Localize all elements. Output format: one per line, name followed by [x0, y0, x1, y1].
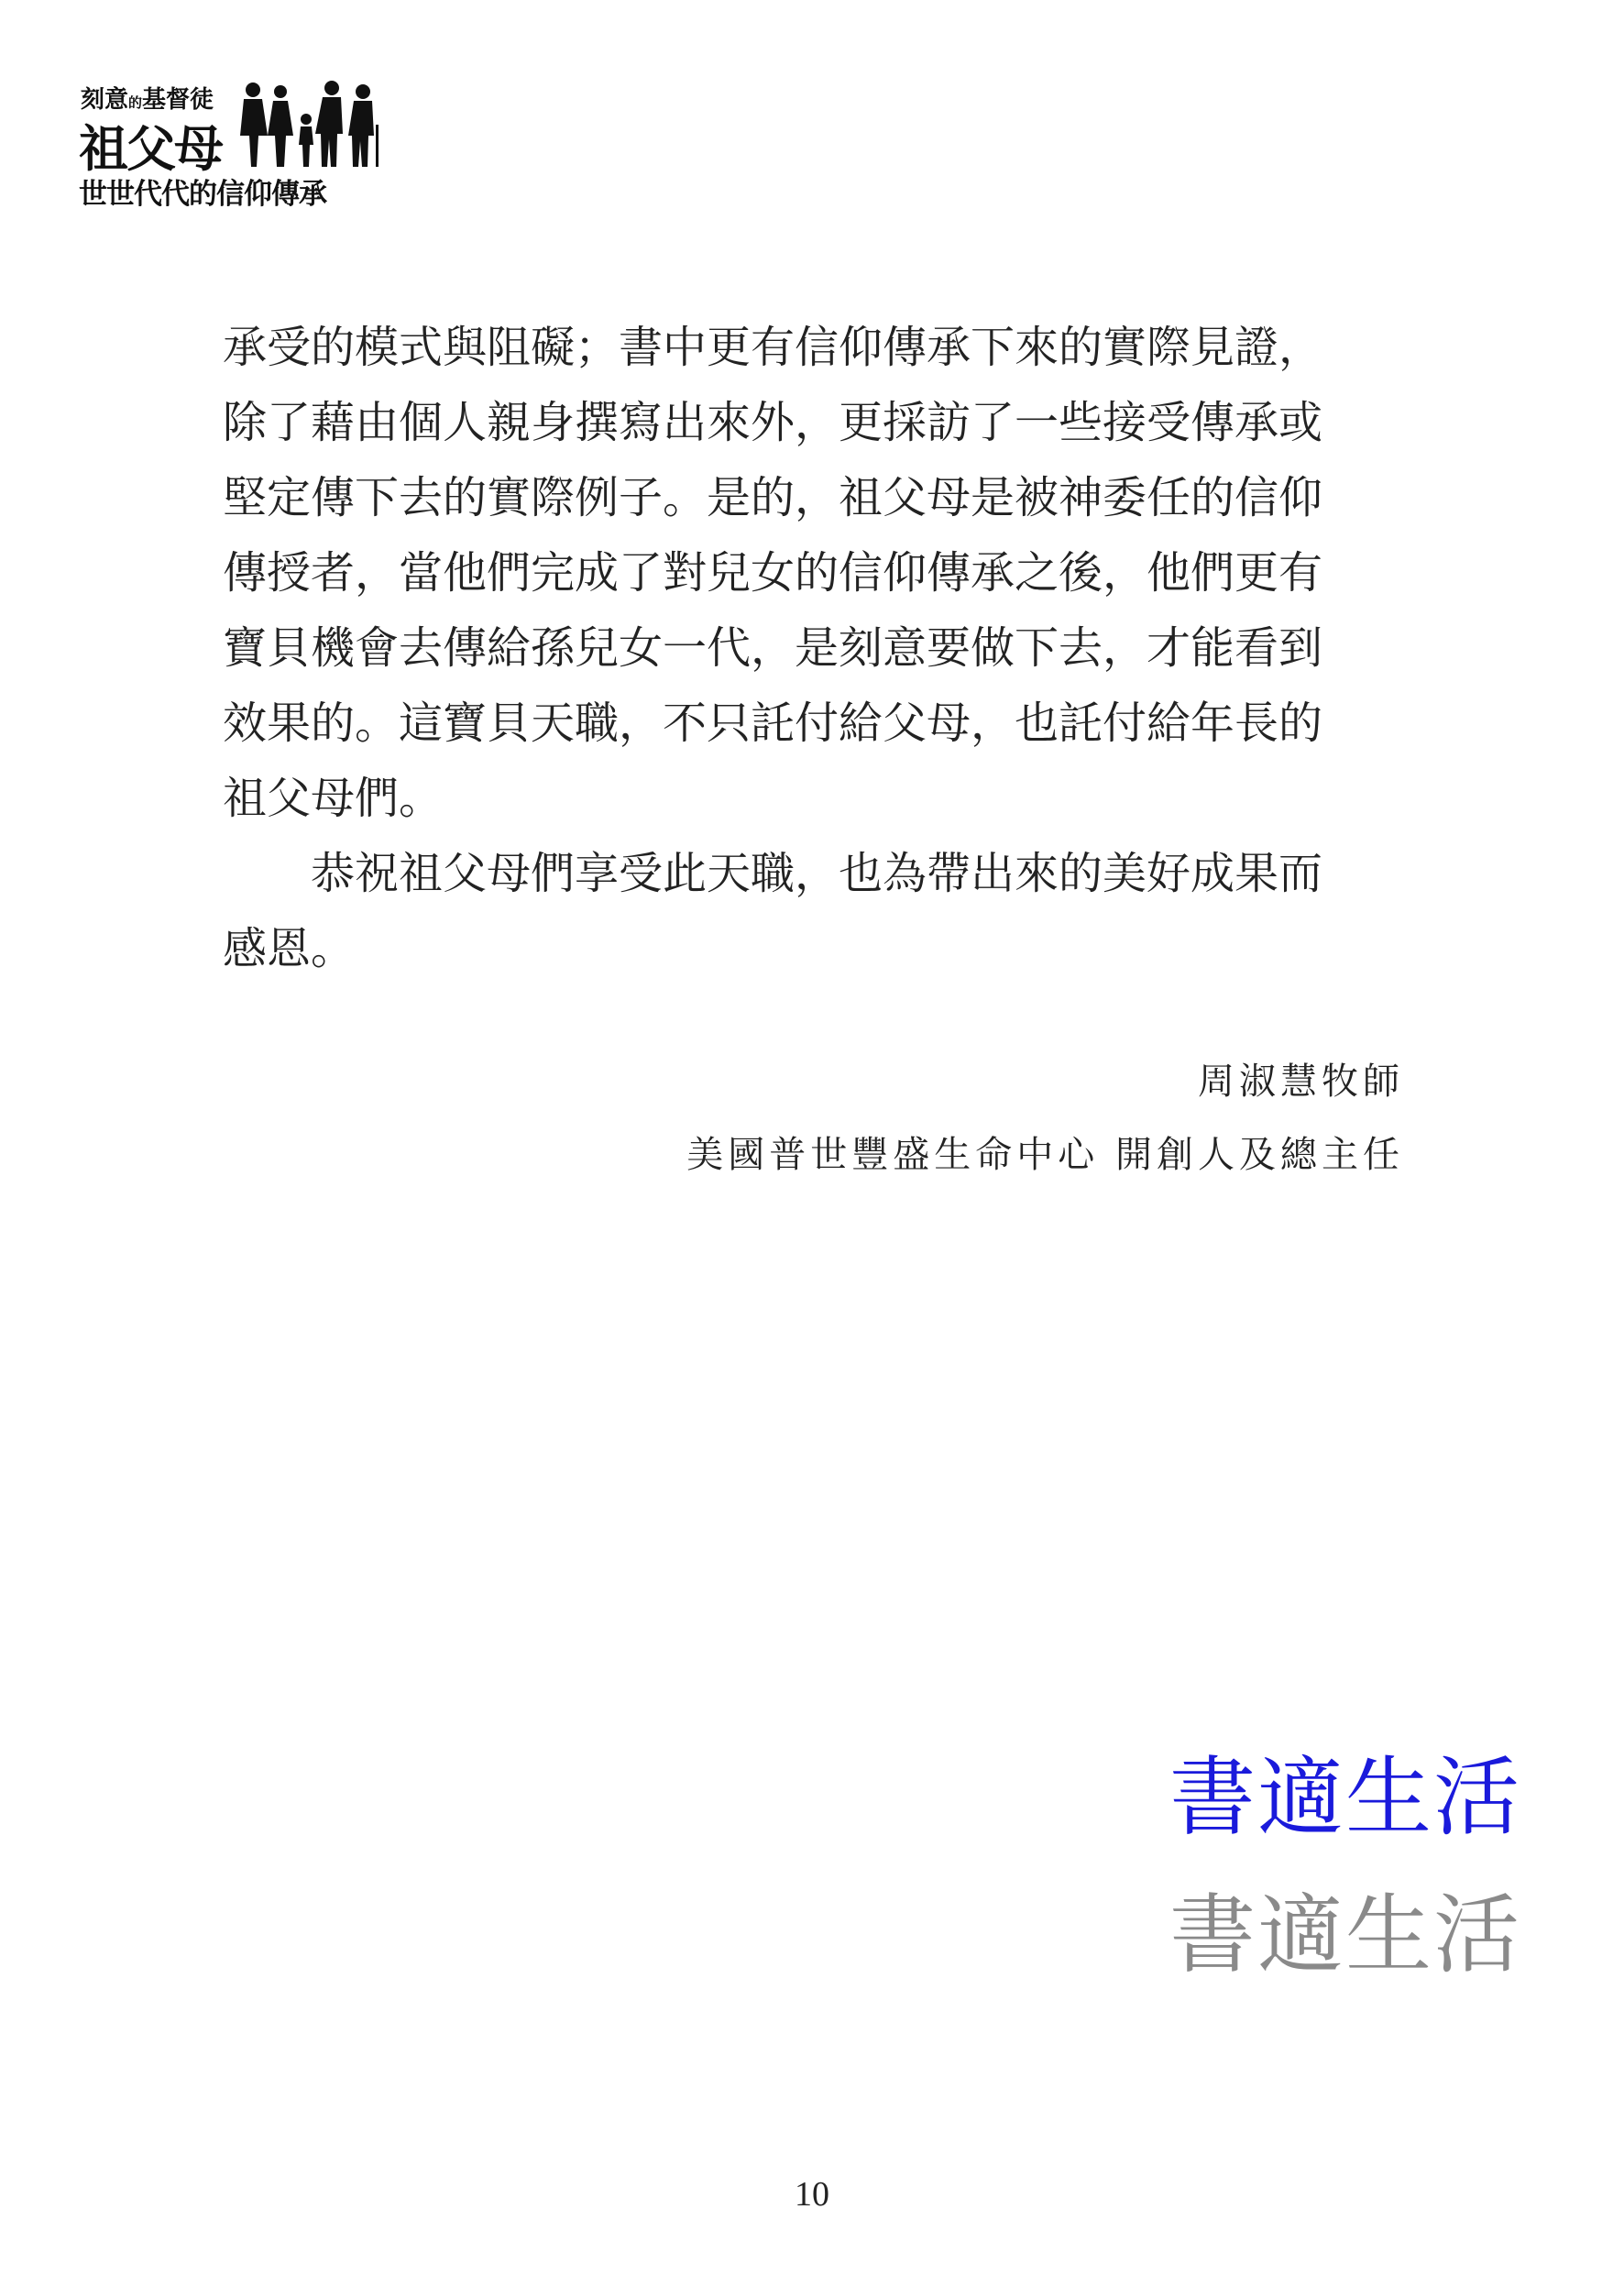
body-line: 除了藉由個人親身撰寫出來外，更採訪了一些接受傳承或	[223, 397, 1323, 448]
body-line: 效果的。這寶貝天職，不只託付給父母，也託付給年長的	[223, 698, 1323, 749]
logo-subtitle-part3: 基督徒	[142, 86, 214, 114]
body-line: 寶貝機會去傳給孫兒女一代，是刻意要做下去，才能看到	[223, 622, 1323, 674]
body-line: 傳授者，當他們完成了對兒女的信仰傳承之後，他們更有	[223, 547, 1323, 599]
body-line: 承受的模式與阻礙；書中更有信仰傳承下來的實際見證，	[223, 322, 1323, 373]
logo-subtitle-part1: 刻意	[81, 86, 129, 114]
logo-tagline: 世世代代的信仰傳承	[79, 178, 326, 211]
body-line: 祖父母們。	[223, 773, 444, 824]
logo-title: 祖父母	[79, 120, 222, 178]
page-number: 10	[795, 2175, 829, 2214]
brand-gray: 書適生活	[1169, 1885, 1521, 1985]
body-line: 感恩。	[223, 923, 356, 974]
signature-organization: 美國普世豐盛生命中心 開創人及總主任	[686, 1134, 1404, 1176]
book-logo	[79, 71, 390, 211]
logo-subtitle-part2: 的	[128, 94, 143, 111]
brand-blue: 書適生活	[1169, 1748, 1521, 1848]
body-text	[223, 310, 1405, 986]
body-line: 恭祝祖父母們享受此天職，也為帶出來的美好成果而	[311, 848, 1323, 899]
body-line: 堅定傳下去的實際例子。是的，祖父母是被神委任的信仰	[223, 472, 1323, 523]
signature-name: 周淑慧牧師	[1198, 1061, 1404, 1103]
family-silhouette-icon	[236, 79, 383, 170]
